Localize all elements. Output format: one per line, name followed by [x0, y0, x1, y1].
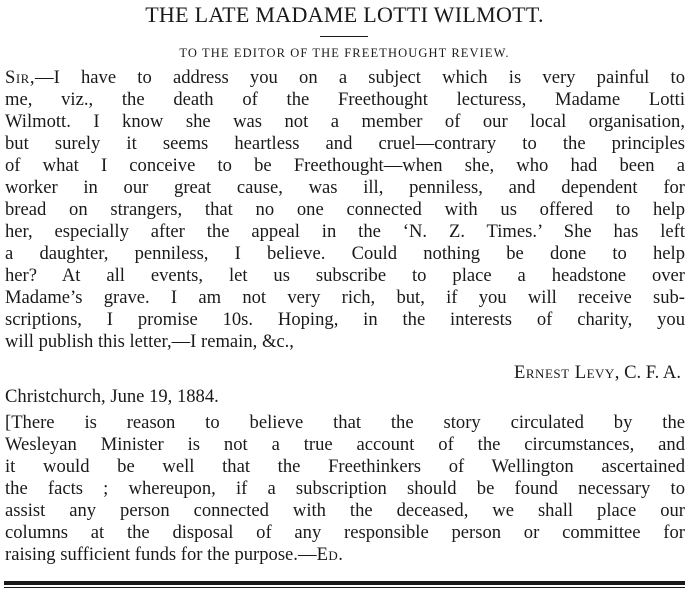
letter-line: will publish this letter,—I remain, &c.,	[5, 331, 294, 352]
title-divider	[320, 36, 368, 37]
signature-name: Ernest Levy	[514, 362, 615, 383]
letter-line: her? At all events, let us subscribe to place a headstone over	[5, 265, 685, 286]
editor-note-line: assist any person connected with the deceased, we shall place our	[5, 500, 685, 521]
article-title: THE LATE MADAME LOTTI WILMOTT.	[145, 2, 544, 27]
editor-note-line: the facts ; whereupon, if a subscription should be found necessary to	[5, 478, 685, 499]
letter-line: Wilmott. I know she was not a member of our local organisation,	[5, 111, 685, 132]
letter-line: me, viz., the death of the Freethought lecturess, Madame Lotti	[5, 89, 685, 110]
editor-note-line: raising sufficient funds for the purpose.—Ed.	[5, 544, 344, 565]
signature-suffix: , C. F. A.	[614, 362, 681, 383]
editor-note-line: Wesleyan Minister is not a true account of the circumstances, and	[5, 434, 685, 455]
letter-line: Sir,—I have to address you on a subject which is very painful to	[5, 67, 685, 88]
letter-line: worker in our great cause, was ill, penniless, and dependent for	[5, 177, 685, 198]
letter-line: her, especially after the appeal in the ‘N. Z. Times.’ She has left	[5, 221, 685, 242]
letter-subhead: TO THE EDITOR OF THE FREETHOUGHT REVIEW.	[179, 46, 510, 60]
dateline: Christchurch, June 19, 1884.	[5, 386, 219, 407]
editor-note-line: columns at the disposal of any responsible person or committee for	[5, 522, 685, 543]
bottom-rule-thin	[4, 587, 685, 588]
editor-signoff: Ed.	[316, 544, 344, 565]
letter-line: Madame’s grave. I am not very rich, but, if you will receive sub-	[5, 287, 685, 308]
letter-line: a daughter, penniless, I believe. Could nothing be done to help	[5, 243, 685, 264]
letter-line: scriptions, I promise 10s. Hoping, in the interests of charity, you	[5, 309, 685, 330]
editor-note-line: it would be well that the Freethinkers of Wellington ascertained	[5, 456, 685, 477]
letter-line: bread on strangers, that no one connected with us offered to help	[5, 199, 685, 220]
letter-line: but surely it seems heartless and cruel—contrary to the principles	[5, 133, 685, 154]
editor-note-line: [There is reason to believe that the story circulated by the	[5, 412, 685, 433]
signature	[514, 362, 681, 384]
salutation: Sir,	[5, 67, 35, 88]
letter-line: of what I conceive to be Freethought—when she, who had been a	[5, 155, 685, 176]
bottom-rule	[4, 581, 685, 585]
